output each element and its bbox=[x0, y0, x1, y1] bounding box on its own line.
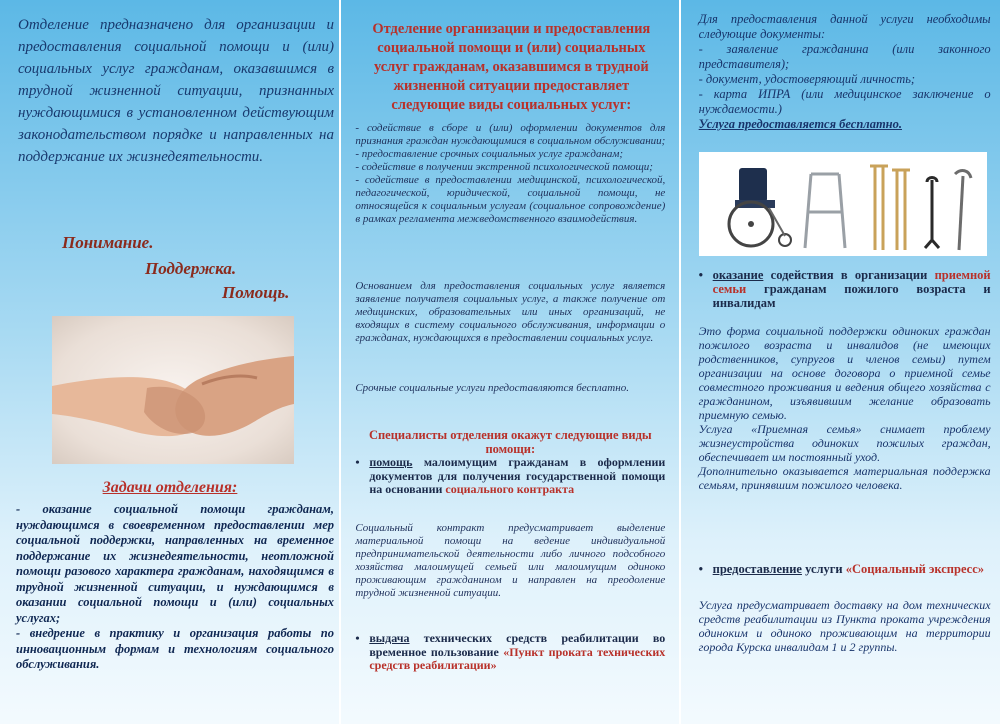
crutches-icon bbox=[870, 166, 910, 250]
foster-highlight: приемной семьи bbox=[712, 268, 991, 296]
services-list bbox=[355, 122, 665, 226]
column-right bbox=[681, 0, 1000, 724]
bullet-dot-icon: • bbox=[355, 631, 360, 645]
hands-photo bbox=[52, 316, 294, 464]
foster-desc-paragraph: Услуга «Приемная семья» снимает проблему жизнеустройства одиноких пожилых граждан, обеспечивает им постоянный уход. bbox=[698, 422, 991, 464]
services-header: Отделение организации и предоставления социальной помощи и (или) социальных услуг гражданам, оказавшимся в трудной жизненной ситуации предоставляет следующие виды социальных услуг: bbox=[372, 21, 651, 113]
cane-icon bbox=[925, 178, 939, 249]
column-left bbox=[0, 0, 341, 724]
foster-keyword: оказание bbox=[712, 268, 764, 282]
issue-bullet bbox=[355, 632, 665, 673]
slogan-help: Помощь. bbox=[222, 283, 290, 302]
foster-desc-paragraph: Дополнительно оказывается материальная поддержка семьям, принявшим пожилого человека. bbox=[698, 464, 991, 492]
issue-text: технических средств реабилитации во временное пользование bbox=[369, 631, 666, 659]
issue-highlight: «Пункт проката технических средств реабилитации» bbox=[369, 644, 666, 672]
express-highlight: «Социальный экспресс» bbox=[845, 562, 985, 576]
contract-paragraph: Социальный контракт предусматривает выделение материальной помощи на ведение индивидуальной предпринимательской деятельности либо личного подсобного хозяйства малоимущей семьей или малоимущим одиноко проживающим гражданином и направлен на преодоление трудной жизненной ситуации. bbox=[355, 522, 666, 599]
documents-free-note: Услуга предоставляется бесплатно. bbox=[698, 117, 902, 131]
intro-paragraph: Отделение предназначено для организации и предоставления социальной помощи и (или) социальных услуг гражданам, оказавшимся в трудной жизненной ситуации, признанных нуждающимися в установленном действующим законодательством порядке и направленных на поддержание их жизнедеятельности. bbox=[18, 17, 334, 165]
basis-paragraph: Основанием для предоставления социальных услуг является заявление получателя социальных услуг, а также получение от медицинских, образовательных или иных организаций, не входящих в систему социального обслуживания, информации о гражданах, нуждающихся в предоставлении социальных услуг. bbox=[355, 280, 666, 344]
free-paragraph: Срочные социальные услуги предоставляются бесплатно. bbox=[355, 382, 629, 394]
foster-desc-paragraph: Это форма социальной поддержки одиноких граждан пожилого возраста и инвалидов (не имеющих родственников, супругов и членов семьи) путем организации на основе договора о приемной семье совместного проживания и ведения общего хозяйства с гражданином, изъявившим желание образовать приемную семью. bbox=[698, 324, 991, 422]
service-item: - содействие в получении экстренной психологической помощи; bbox=[355, 161, 653, 173]
rehab-equipment-illustration bbox=[699, 152, 987, 256]
tasks-list bbox=[16, 502, 334, 673]
task-item: - внедрение в практику и организация работы по инновационным формам и технологиям социального обслуживания. bbox=[16, 626, 334, 671]
documents-intro: Для предоставления данной услуги необходимы следующие документы: bbox=[698, 12, 991, 41]
help-bullet bbox=[355, 456, 665, 497]
tasks-title: Задачи отделения: bbox=[102, 479, 238, 496]
service-item: - содействие в сборе и (или) оформлении документов для признания граждан нуждающимися в социальном обслуживании; - предоставление срочных социальных услуг гражданам; bbox=[355, 122, 666, 160]
document-item: - документ, удостоверяющий личность; bbox=[698, 72, 916, 86]
express-keyword: предоставление bbox=[712, 562, 802, 576]
foster-family-bullet bbox=[699, 268, 991, 310]
help-highlight: социального контракта bbox=[445, 482, 575, 496]
forearm-crutch-icon bbox=[955, 171, 971, 250]
documents-block bbox=[699, 12, 991, 132]
document-item: - карта ИПРА (или медицинское заключение о нуждаемости.) bbox=[698, 87, 991, 116]
specialists-title: Специалисты отделения окажут следующие виды помощи: bbox=[368, 428, 652, 456]
help-text: малоимущим гражданам в оформлении документов для получения государственной помощи на основании bbox=[369, 455, 666, 496]
bullet-dot-icon: • bbox=[355, 455, 360, 469]
rehab-equipment-photo bbox=[699, 152, 987, 256]
slogan-understanding: Понимание. bbox=[62, 233, 154, 252]
bullet-dot-icon: • bbox=[698, 268, 704, 282]
social-express-bullet bbox=[699, 562, 991, 576]
walker-icon bbox=[805, 174, 845, 248]
column-middle bbox=[341, 0, 680, 724]
hands-illustration bbox=[52, 316, 294, 464]
wheelchair-icon bbox=[729, 168, 791, 246]
service-item: - содействие в предоставлении медицинской, психологической, педагогической, юридической, социальной помощи, не относящейся к социальным услугам (социальное сопровождение) в рамках регламента межведомственного взаимодействия. bbox=[355, 174, 666, 225]
help-keyword: помощь bbox=[369, 455, 413, 469]
bullet-dot-icon: • bbox=[698, 562, 704, 576]
task-item: - оказание социальной помощи гражданам, нуждающимся в своевременном предоставлении мер социальной поддержки, направленных на временное поддержание их жизнедеятельности, неотложной помощи разового характера гражданам, находящимся в трудной жизненной ситуации, и нуждающимся в оказании социальной помощи и (или) социальных услугах; bbox=[16, 502, 334, 625]
foster-text-2: гражданам пожилого возраста и инвалидам bbox=[712, 282, 991, 310]
document-item: - заявление гражданина (или законного представителя); bbox=[698, 42, 991, 71]
express-text: услуги bbox=[801, 562, 846, 576]
issue-keyword: выдача bbox=[369, 631, 410, 645]
foster-description bbox=[699, 324, 991, 492]
express-description: Услуга предусматривает доставку на дом технических средств реабилитации из Пункта проката учреждения одиноким и одиноко проживающим на территории города Курска инвалидам 1 и 2 группы. bbox=[698, 598, 991, 654]
foster-text: содействия в организации bbox=[763, 268, 935, 282]
slogan-support: Поддержка. bbox=[145, 259, 237, 278]
